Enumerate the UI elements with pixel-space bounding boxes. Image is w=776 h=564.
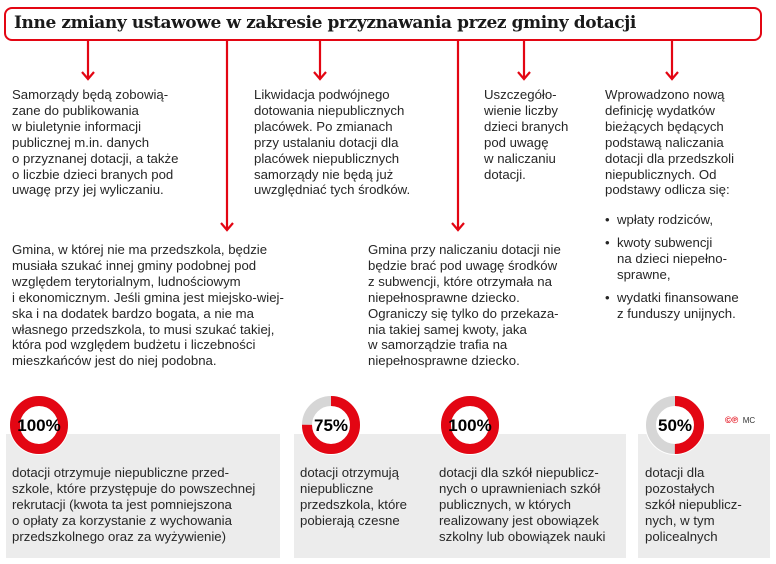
text-line: wienie liczby bbox=[484, 102, 559, 118]
text-line: niepełnosprawne dziecko. bbox=[368, 289, 520, 305]
text-line: dotacji otrzymuje niepubliczne przed- bbox=[12, 465, 229, 480]
text-line: niepełnosprawne dziecko. bbox=[368, 353, 520, 369]
text-line: pod uwagę bbox=[484, 134, 549, 150]
text-line: z funduszy unijnych. bbox=[617, 305, 736, 321]
info-block bbox=[12, 87, 178, 198]
text-line: mieszkańców jest do niej podobna. bbox=[12, 353, 217, 369]
text-line: z subwencji, które otrzymała na bbox=[368, 273, 552, 289]
text-line: nych o uprawnieniach szkół bbox=[439, 480, 601, 496]
percentage-gauge bbox=[440, 395, 500, 455]
copyright-icon: ©℗ bbox=[725, 415, 739, 425]
text-line: w biuletynie informacji bbox=[12, 118, 141, 134]
text-line: dotacji dla przedszkoli bbox=[605, 150, 735, 166]
text-line: dotacji otrzymują bbox=[300, 465, 399, 480]
credit bbox=[725, 410, 755, 428]
text-line: nych, w tym bbox=[645, 512, 715, 528]
text-line: zane do publikowania bbox=[12, 102, 139, 118]
bullet-icon: • bbox=[605, 289, 610, 305]
text-line: samorządy nie będą już bbox=[254, 166, 394, 182]
bullet-icon: • bbox=[605, 212, 610, 227]
text-line: przy ustalaniu dotacji dla bbox=[254, 134, 399, 150]
text-line: Gmina przy naliczaniu dotacji nie bbox=[368, 242, 561, 257]
info-block bbox=[368, 242, 561, 369]
list-item bbox=[605, 235, 739, 283]
text-line: Ograniczy się tylko do przekaza- bbox=[368, 305, 559, 321]
percentage-gauge bbox=[9, 395, 69, 455]
text-line: sprawne, bbox=[617, 266, 671, 282]
gauge-caption bbox=[300, 465, 407, 529]
text-line: niepubliczne bbox=[300, 480, 374, 496]
bullet-icon: • bbox=[605, 234, 610, 250]
text-line: rekrutacji (kwota ta jest pomniejszona bbox=[12, 496, 232, 512]
text-line: na dzieci niepełno- bbox=[617, 250, 727, 266]
text-line: o liczbie dzieci branych pod bbox=[12, 166, 174, 182]
text-line: względem terytorialnym, ludnościowym bbox=[12, 273, 241, 289]
bullet-list bbox=[605, 212, 739, 321]
text-line: wpłaty rodziców, bbox=[617, 212, 714, 227]
text-line: Wprowadzono nową bbox=[605, 87, 725, 102]
text-line: wydatki finansowane bbox=[617, 289, 739, 305]
text-line: pobierają czesne bbox=[300, 512, 400, 528]
info-block bbox=[484, 87, 568, 182]
text-line: podstawy odlicza się: bbox=[605, 182, 730, 198]
list-item bbox=[605, 212, 739, 228]
gauge-label: 100% bbox=[17, 416, 61, 435]
gauge-caption bbox=[645, 465, 742, 545]
text-line: niepublicznych. Od bbox=[605, 166, 717, 182]
info-block bbox=[254, 87, 410, 198]
text-line: Likwidacja podwójnego bbox=[254, 87, 390, 102]
text-line: placówek niepublicznych bbox=[254, 150, 400, 166]
text-line: Uszczegóło- bbox=[484, 87, 557, 102]
text-line: podstawą naliczania bbox=[605, 134, 724, 150]
author-label: MC bbox=[742, 416, 756, 425]
text-line: Samorządy będą zobowią- bbox=[12, 87, 169, 102]
text-line: kwoty subwencji bbox=[617, 234, 713, 250]
text-line: dotowania niepublicznych bbox=[254, 102, 405, 118]
text-line: o opłaty za korzystanie z wychowania bbox=[12, 512, 232, 528]
text-line: szkół niepublicz- bbox=[645, 496, 742, 512]
text-line: policealnych bbox=[645, 528, 718, 544]
text-line: dotacji dla szkół niepublicz- bbox=[439, 465, 599, 480]
text-line: definicję wydatków bbox=[605, 102, 715, 118]
gauge-caption bbox=[12, 465, 255, 545]
text-line: własnego przedszkola, to musi szukać takiej, bbox=[12, 321, 275, 337]
info-block bbox=[605, 87, 734, 198]
text-line: będzie brać pod uwagę środków bbox=[368, 257, 558, 273]
text-line: nia takiej samej kwoty, jaka bbox=[368, 321, 527, 337]
text-line: i ekonomicznym. Jeśli gmina jest miejsko-wiej- bbox=[12, 289, 284, 305]
text-line: Gmina, w której nie ma przedszkola, będzie bbox=[12, 242, 268, 257]
text-line: przedszkolnego oraz za wyżywienie) bbox=[12, 528, 227, 544]
gauge-caption bbox=[439, 465, 605, 545]
page-title: Inne zmiany ustawowe w zakresie przyznawania przez gminy dotacji bbox=[14, 13, 636, 33]
text-line: uwagę przy jej wyliczaniu. bbox=[12, 182, 164, 198]
text-line: szkole, które przystępuje do powszechnej bbox=[12, 480, 256, 496]
text-line: musiała szukać innej gminy podobnej pod bbox=[12, 257, 257, 273]
percentage-gauge bbox=[301, 395, 361, 455]
text-line: placówek. Po zmianach bbox=[254, 118, 393, 134]
text-line: w samorządzie trafia na bbox=[368, 337, 508, 353]
gauge-label: 75% bbox=[313, 416, 349, 435]
gauge-label: 100% bbox=[448, 416, 492, 435]
text-line: która pod względem budżetu i liczebności bbox=[12, 337, 256, 353]
text-line: przedszkola, które bbox=[300, 496, 408, 512]
text-line: dzieci branych bbox=[484, 118, 569, 134]
percentage-gauge bbox=[645, 395, 705, 455]
info-block bbox=[12, 242, 284, 369]
text-line: o przyznanej dotacji, a także bbox=[12, 150, 179, 166]
text-line: bieżących będących bbox=[605, 118, 724, 134]
text-line: dotacji. bbox=[484, 166, 526, 182]
text-line: w naliczaniu bbox=[484, 150, 556, 166]
text-line: ska i na dodatek bardzo bogata, a nie ma bbox=[12, 305, 254, 321]
text-line: realizowany jest obowiązek bbox=[439, 512, 599, 528]
text-line: dotacji dla bbox=[645, 465, 705, 480]
text-line: publicznych, w których bbox=[439, 496, 571, 512]
text-line: pozostałych bbox=[645, 480, 715, 496]
gauge-label: 50% bbox=[657, 416, 693, 435]
text-line: szkolny lub obowiązek nauki bbox=[439, 528, 606, 544]
text-line: uwzględniać tych środków. bbox=[254, 182, 411, 198]
list-item bbox=[605, 290, 739, 322]
text-line: publicznej m.in. danych bbox=[12, 134, 150, 150]
